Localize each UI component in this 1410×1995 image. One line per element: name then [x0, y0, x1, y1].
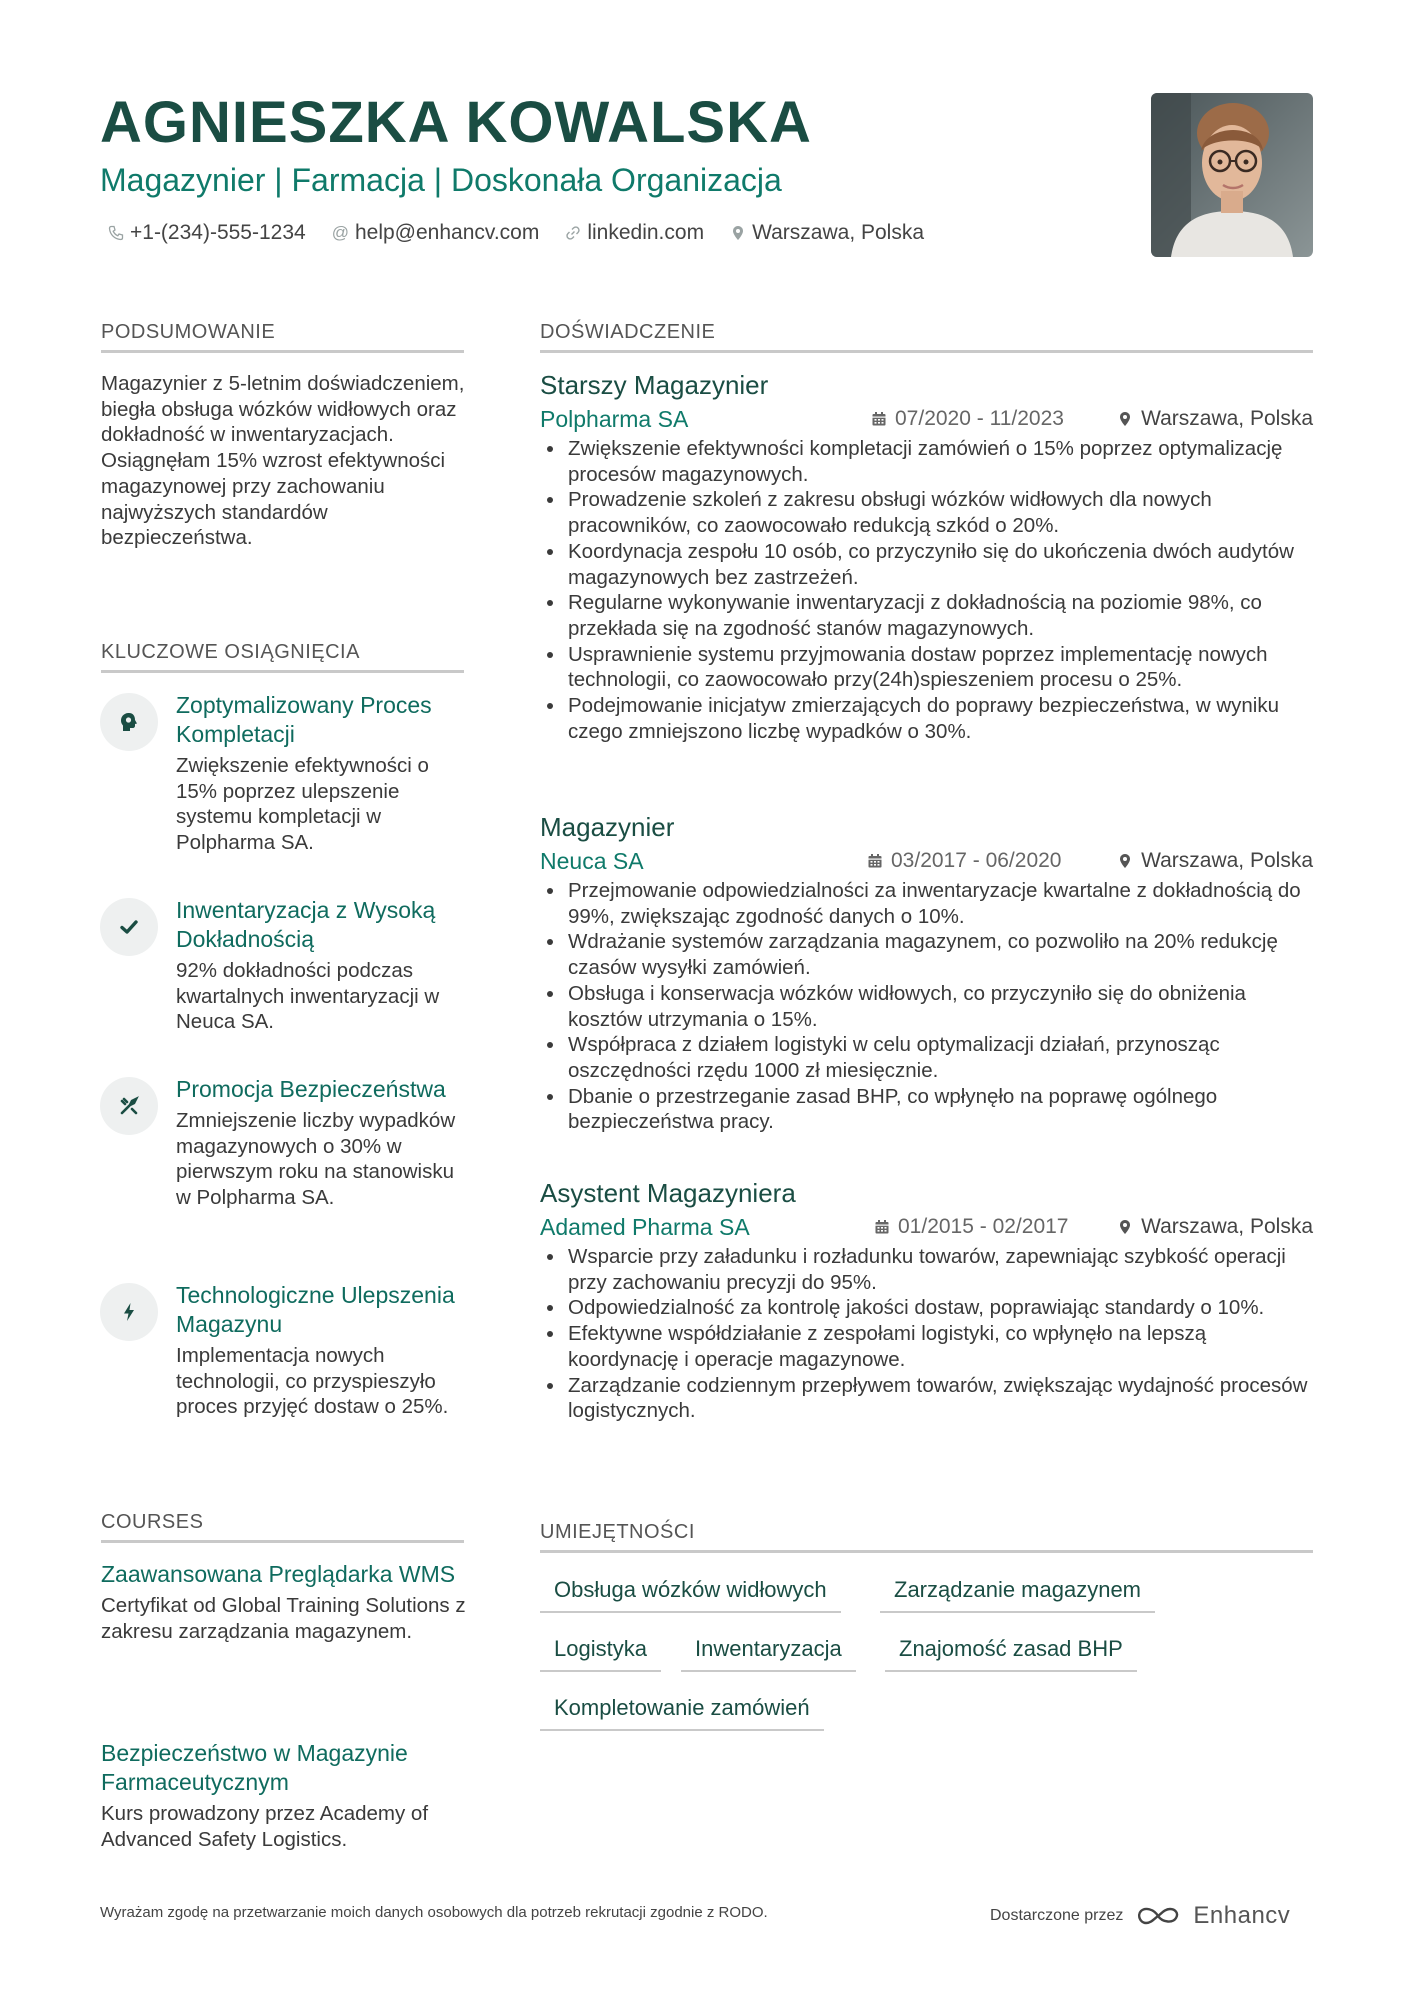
job-entry — [540, 1176, 1313, 1424]
phone-icon — [108, 225, 124, 241]
contact-phone — [108, 218, 306, 248]
job-role: Starszy Magazynier — [540, 370, 769, 400]
phone-number: +1-(234)-555-1234 — [130, 221, 306, 244]
job-bullet: Obsługa i konserwacja wózków widłowych, co przyczyniło się do obniżenia kosztów utrzymania o 15%. — [568, 981, 1313, 1032]
job-dates — [867, 844, 1061, 878]
skill-tag: Logistyka — [540, 1634, 661, 1672]
enhancv-logo-icon — [1135, 1904, 1181, 1928]
achievement-item — [100, 1281, 470, 1420]
course-text: Certyfikat od Global Training Solutions z zakresu zarządzania magazynem. — [101, 1594, 466, 1643]
job-dates-text: 07/2020 - 11/2023 — [895, 407, 1064, 430]
job-bullets — [540, 878, 1313, 1135]
job-meta — [540, 844, 1313, 878]
calendar-icon — [874, 1219, 890, 1235]
map-pin-icon — [1117, 411, 1133, 427]
job-dates-text: 01/2015 - 02/2017 — [898, 1215, 1069, 1238]
job-company: Polpharma SA — [540, 406, 689, 432]
job-location — [1117, 1210, 1313, 1244]
contact-email[interactable] — [332, 218, 540, 248]
candidate-name: AGNIESZKA KOWALSKA — [100, 90, 812, 155]
checkmark-icon — [100, 898, 158, 956]
job-bullet: Zwiększenie efektywności kompletacji zamówień o 15% poprzez optymalizację procesów magazynowych. — [568, 436, 1313, 487]
lightning-icon — [100, 1283, 158, 1341]
job-dates — [871, 402, 1064, 436]
gdpr-consent: Wyrażam zgodę na przetwarzanie moich danych osobowych dla potrzeb rekrutacji zgodnie z RODO. — [100, 1904, 768, 1921]
job-bullet: Regularne wykonywanie inwentaryzacji z dokładnością na poziomie 98%, co przekłada się na zgodność stanów magazynowych. — [568, 590, 1313, 641]
contact-location — [730, 218, 924, 248]
job-bullet: Efektywne współdziałanie z zespołami logistyki, co wpłynęło na lepszą koordynację i operacje magazynowe. — [568, 1321, 1313, 1372]
job-bullet: Prowadzenie szkoleń z zakresu obsługi wózków widłowych dla nowych pracowników, co zaowocowało redukcją szkód o 20%. — [568, 487, 1313, 538]
job-bullets — [540, 1244, 1313, 1424]
at-icon: @ — [331, 223, 349, 242]
job-bullet: Wsparcie przy załadunku i rozładunku towarów, zapewniając szybkość operacji przy zachowaniu precyzji do 95%. — [568, 1244, 1313, 1295]
achievement-item — [100, 1075, 470, 1211]
brand-name: Enhancv — [1193, 1902, 1291, 1929]
map-pin-icon — [1117, 853, 1133, 869]
summary-text: Magazynier z 5-letnim doświadczeniem, biegła obsługa wózków widłowych oraz dokładność w inwentaryzacjach. Osiągnęłam 15% wzrost efektywności magazynowej przy zachowaniu najwyższych standardów bezpieczeństwa. — [101, 372, 465, 550]
calendar-icon — [871, 411, 887, 427]
achievement-text: 92% dokładności podczas kwartalnych inwentaryzacji w Neuca SA. — [176, 959, 440, 1034]
headline: Magazynier | Farmacja | Doskonała Organizacja — [100, 162, 782, 198]
location-text: Warszawa, Polska — [752, 221, 925, 244]
contact-bar — [108, 218, 924, 248]
job-bullet: Podejmowanie inicjatyw zmierzających do poprawy bezpieczeństwa, w wyniku czego zmniejszono liczbę wypadków o 30%. — [568, 693, 1313, 744]
achievement-item — [100, 896, 470, 1035]
job-location — [1117, 402, 1313, 436]
link-icon — [565, 225, 581, 241]
provided-by — [990, 1902, 1290, 1930]
skill-tag: Inwentaryzacja — [681, 1634, 856, 1672]
map-pin-icon — [730, 225, 746, 241]
profile-photo — [1151, 93, 1313, 257]
job-bullet: Współpraca z działem logistyki w celu optymalizacji działań, przynosząc oszczędności rzędu 1000 zł miesięcznie. — [568, 1032, 1313, 1083]
linkedin-url: linkedin.com — [587, 221, 705, 244]
job-entry — [540, 368, 1313, 744]
skill-tag: Obsługa wózków widłowych — [540, 1575, 841, 1613]
job-role: Asystent Magazyniera — [540, 1178, 796, 1208]
job-location-text: Warszawa, Polska — [1141, 407, 1313, 430]
job-bullet: Odpowiedzialność za kontrolę jakości dostaw, poprawiając standardy o 10%. — [568, 1295, 1313, 1321]
achievement-title: Inwentaryzacja z Wysoką Dokładnością — [176, 897, 436, 952]
job-meta — [540, 402, 1313, 436]
achievement-title: Promocja Bezpieczeństwa — [176, 1076, 446, 1102]
course-title: Zaawansowana Preglądarka WMS — [101, 1561, 456, 1587]
job-entry — [540, 810, 1313, 1135]
summary-section-title: PODSUMOWANIE — [101, 321, 464, 353]
provided-by-label: Dostarczone przez — [990, 1907, 1124, 1924]
achievement-title: Technologiczne Ulepszenia Magazynu — [176, 1282, 455, 1337]
course-item — [101, 1739, 471, 1852]
job-bullet: Zarządzanie codziennym przepływem towarów, zwiększając wydajność procesów logistycznych. — [568, 1373, 1313, 1424]
job-bullets — [540, 436, 1313, 744]
job-bullet: Usprawnienie systemu przyjmowania dostaw poprzez implementację nowych technologii, co zaowocowało przy(24h)spieszeniem procesu o 25%. — [568, 642, 1313, 693]
contact-linkedin[interactable] — [565, 218, 704, 248]
job-role: Magazynier — [540, 812, 675, 842]
head-gear-icon — [100, 693, 158, 751]
calendar-icon — [867, 853, 883, 869]
course-text: Kurs prowadzony przez Academy of Advanced Safety Logistics. — [101, 1802, 429, 1851]
skills-section-title: UMIEJĘTNOŚCI — [540, 1521, 1313, 1553]
experience-section-title: DOŚWIADCZENIE — [540, 321, 1313, 353]
job-location-text: Warszawa, Polska — [1141, 849, 1313, 872]
job-location-text: Warszawa, Polska — [1141, 1215, 1313, 1238]
achievement-title: Zoptymalizowany Proces Kompletacji — [176, 692, 432, 747]
achievements-section-title: KLUCZOWE OSIĄGNIĘCIA — [101, 641, 464, 673]
achievement-text: Implementacja nowych technologii, co przyspieszyło proces przyjęć dostaw o 25%. — [176, 1344, 449, 1419]
achievement-text: Zwiększenie efektywności o 15% poprzez ulepszenie systemu kompletacji w Polpharma SA. — [176, 754, 429, 855]
map-pin-icon — [1117, 1219, 1133, 1235]
job-dates-text: 03/2017 - 06/2020 — [891, 849, 1062, 872]
email-address: help@enhancv.com — [354, 221, 540, 244]
job-meta — [540, 1210, 1313, 1244]
job-bullet: Przejmowanie odpowiedzialności za inwentaryzacje kwartalne z dokładnością do 99%, zwiększając zgodność danych o 10%. — [568, 878, 1313, 929]
job-bullet: Wdrażanie systemów zarządzania magazynem, co pozwoliło na 20% redukcję czasów wysyłki zamówień. — [568, 929, 1313, 980]
job-dates — [874, 1210, 1068, 1244]
courses-section-title: COURSES — [101, 1511, 464, 1543]
job-bullet: Koordynacja zespołu 10 osób, co przyczyniło się do ukończenia dwóch audytów magazynowych bez zastrzeżeń. — [568, 539, 1313, 590]
achievement-text: Zmniejszenie liczby wypadków magazynowych o 30% w pierwszym roku na stanowisku w Polpharma SA. — [176, 1109, 456, 1210]
job-company: Neuca SA — [540, 848, 644, 874]
course-title: Bezpieczeństwo w Magazynie Farmaceutycznym — [101, 1740, 408, 1795]
skill-tag: Znajomość zasad BHP — [885, 1634, 1137, 1672]
tools-icon — [100, 1077, 158, 1135]
job-company: Adamed Pharma SA — [540, 1214, 750, 1240]
profile-photo-image — [1151, 93, 1313, 257]
course-item — [101, 1560, 471, 1644]
job-location — [1117, 844, 1313, 878]
skill-tag: Kompletowanie zamówień — [540, 1693, 824, 1731]
skill-tag: Zarządzanie magazynem — [880, 1575, 1155, 1613]
job-bullet: Dbanie o przestrzeganie zasad BHP, co wpłynęło na poprawę ogólnego bezpieczeństwa pracy. — [568, 1084, 1313, 1135]
achievement-item — [100, 691, 470, 856]
